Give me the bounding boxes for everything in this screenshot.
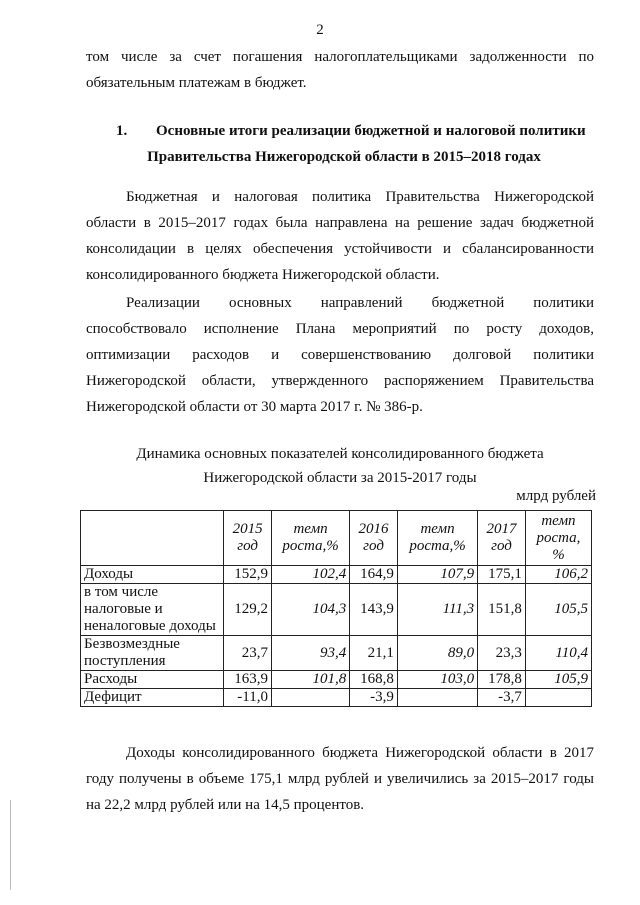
table-cell: 101,8 xyxy=(271,671,349,689)
header-cell: темп роста, % xyxy=(525,511,591,566)
budget-table xyxy=(80,510,592,707)
table-units: млрд рублей xyxy=(516,488,596,504)
table-cell: 175,1 xyxy=(478,566,526,584)
section-title-line1: Основные итоги реализации бюджетной и налоговой политики xyxy=(156,123,586,139)
table-cell: 178,8 xyxy=(478,671,526,689)
table-title xyxy=(86,442,594,490)
scan-margin-line xyxy=(10,800,11,890)
header-cell: темп роста,% xyxy=(271,511,349,566)
section-heading xyxy=(116,118,604,170)
row-label: Дефицит xyxy=(81,689,224,707)
table-cell: -3,7 xyxy=(478,689,526,707)
table-header-row xyxy=(81,511,592,566)
table-cell: 104,3 xyxy=(271,584,349,636)
table-row xyxy=(81,636,592,671)
header-cell: 2017 год xyxy=(478,511,526,566)
table-cell xyxy=(271,689,349,707)
table-cell: 164,9 xyxy=(350,566,398,584)
table-row xyxy=(81,566,592,584)
table-cell: 103,0 xyxy=(397,671,477,689)
header-cell: 2016 год xyxy=(350,511,398,566)
table-title-line2: Нижегородской области за 2015-2017 годы xyxy=(203,470,477,486)
section-title-line2: Правительства Нижегородской области в 2015–2018 годах xyxy=(147,149,541,165)
table-cell: 89,0 xyxy=(397,636,477,671)
table-cell: 21,1 xyxy=(350,636,398,671)
table-cell: 129,2 xyxy=(224,584,272,636)
table-cell: 111,3 xyxy=(397,584,477,636)
table-cell: 168,8 xyxy=(350,671,398,689)
table-cell: 163,9 xyxy=(224,671,272,689)
table-cell: 107,9 xyxy=(397,566,477,584)
header-cell: 2015 год xyxy=(224,511,272,566)
table-cell xyxy=(397,689,477,707)
table-cell: 105,9 xyxy=(525,671,591,689)
table-row xyxy=(81,671,592,689)
table-cell: 105,5 xyxy=(525,584,591,636)
row-label: в том числе налоговые и неналоговые доходы xyxy=(81,584,224,636)
closing-paragraph: Доходы консолидированного бюджета Нижегородской области в 2017 году получены в объеме 175,1 млрд рублей и увеличились за 2015–2017 годы на 22,2 млрд рублей или на 14,5 процентов. xyxy=(86,745,594,813)
table-title-line1: Динамика основных показателей консолидированного бюджета xyxy=(136,446,544,462)
table-cell: 102,4 xyxy=(271,566,349,584)
row-label: Доходы xyxy=(81,566,224,584)
row-label: Безвозмездные поступления xyxy=(81,636,224,671)
paragraph-budget-policy: Бюджетная и налоговая политика Правительства Нижегородской области в 2015–2017 годах была направлена на решение задач бюджетной консолидации в целях обеспечения устойчивости и сбалансированности консолидированного бюджета Нижегородской области. xyxy=(86,189,594,283)
table-cell: -3,9 xyxy=(350,689,398,707)
paragraph-implementation: Реализации основных направлений бюджетной политики способствовало исполнение Плана мероприятий по росту доходов, оптимизации расходов и совершенствованию долговой политики Нижегородской области, утвержденного распоряжением Правительства Нижегородской области от 30 марта 2017 г. № 386-р. xyxy=(86,295,594,415)
table-cell: 143,9 xyxy=(350,584,398,636)
table-cell: 110,4 xyxy=(525,636,591,671)
header-cell: темп роста,% xyxy=(397,511,477,566)
table-cell: 23,7 xyxy=(224,636,272,671)
table-cell: 152,9 xyxy=(224,566,272,584)
table-cell: 23,3 xyxy=(478,636,526,671)
table-cell xyxy=(525,689,591,707)
intro-paragraph: том числе за счет погашения налогоплательщиками задолженности по обязательным платежам в бюджет. xyxy=(86,49,594,91)
row-label: Расходы xyxy=(81,671,224,689)
page-number: 2 xyxy=(316,22,324,38)
table-row xyxy=(81,584,592,636)
table-cell: -11,0 xyxy=(224,689,272,707)
table-cell: 93,4 xyxy=(271,636,349,671)
section-number: 1. xyxy=(116,123,128,139)
table-cell: 106,2 xyxy=(525,566,591,584)
table-cell: 151,8 xyxy=(478,584,526,636)
header-cell xyxy=(81,511,224,566)
table-row xyxy=(81,689,592,707)
